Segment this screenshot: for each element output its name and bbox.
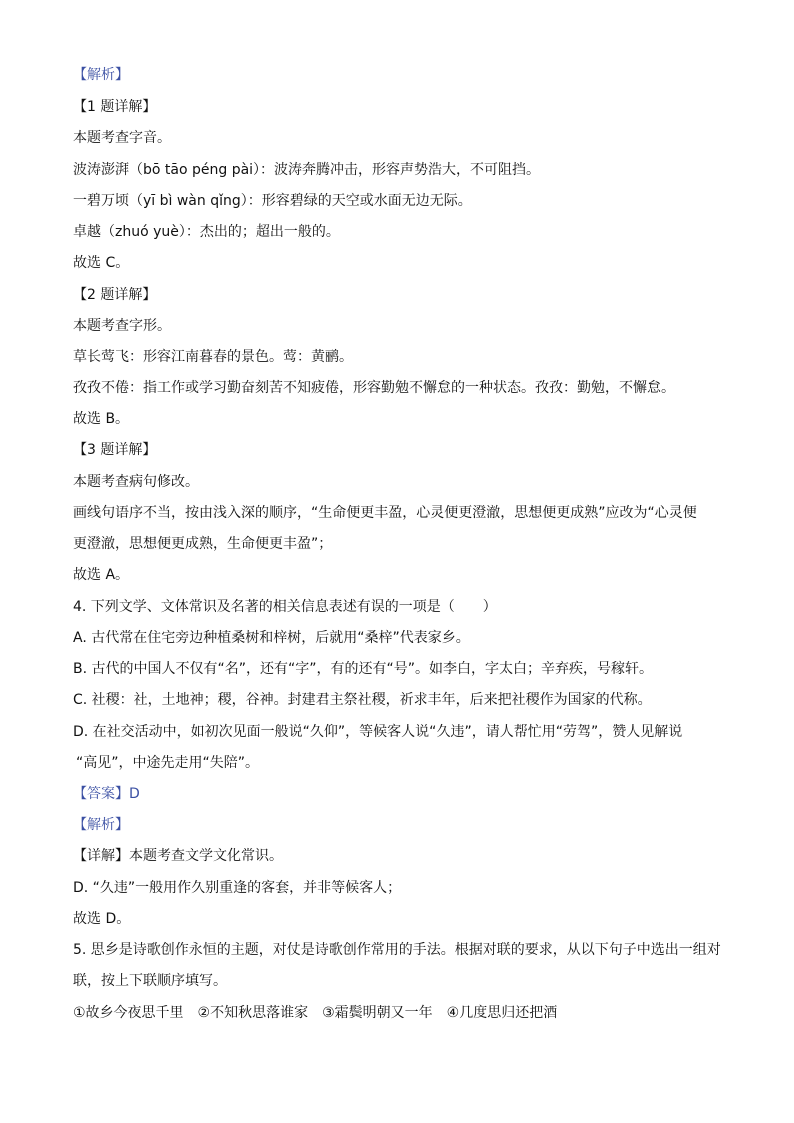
q2-detail-heading: 【2 题详解】 — [73, 287, 157, 303]
option-b: B. 古代的中国人不仅有“名”，还有“字”，有的还有“号”。如李白，字太白；辛弃疾，号稼轩。 — [73, 661, 654, 677]
text-line: 故选 B。 — [73, 411, 130, 427]
text-line: 一碧万顷（yī bì wàn qǐng）：形容碧绿的天空或水面无边无际。 — [73, 193, 472, 209]
text-line: 本题考查病句修改。 — [73, 474, 199, 490]
text-line: 更澄澈，思想便更成熟，生命便更丰盈”； — [73, 536, 333, 552]
answer-line: 【答案】D — [73, 786, 140, 802]
detail-line: 【详解】本题考查文学文化常识。 — [73, 848, 283, 864]
question-5: 5. 思乡是诗歌创作永恒的主题，对仗是诗歌创作常用的手法。根据对联的要求，从以下句子中选出一组对 — [73, 942, 721, 958]
text-line: 本题考查字形。 — [73, 318, 171, 334]
question-4: 4. 下列文学、文体常识及名著的相关信息表述有误的一项是（ ） — [73, 599, 497, 615]
text-line: 本题考查字音。 — [73, 130, 171, 146]
text-line: 波涛澎湃（bō tāo péng pài）：波涛奔腾冲击，形容声势浩大，不可阻挡。 — [73, 162, 541, 178]
text-line: D. “久违”一般用作久别重逢的客套，并非等候客人； — [73, 880, 402, 896]
analysis-heading: 【解析】 — [73, 67, 129, 83]
q3-detail-heading: 【3 题详解】 — [73, 442, 157, 458]
text-line: 草长莺飞：形容江南暮春的景色。莺：黄鹂。 — [73, 349, 353, 365]
option-c: C. 社稷：社，土地神；稷，谷神。封建君主祭社稷，祈求丰年，后来把社稷作为国家的代称。 — [73, 692, 652, 708]
text-line: 故选 C。 — [73, 255, 130, 271]
text-line: 画线句语序不当，按由浅入深的顺序，“生命便更丰盈，心灵便更澄澈，思想便更成熟”应改为“心灵便 — [73, 505, 697, 521]
q1-detail-heading: 【1 题详解】 — [73, 99, 157, 115]
question-5-continued: 联，按上下联顺序填写。 — [73, 973, 227, 989]
text-line: 卓越（zhuó yuè）：杰出的；超出一般的。 — [73, 224, 340, 240]
analysis-heading: 【解析】 — [73, 817, 129, 833]
option-d-continued: “高见”，中途先走用“失陪”。 — [76, 755, 260, 771]
couplet-options: ①故乡今夜思千里 ②不知秋思落谁家 ③霜鬓明朝又一年 ④几度思归还把酒 — [73, 1005, 558, 1021]
text-line: 故选 D。 — [73, 911, 131, 927]
text-line: 故选 A。 — [73, 567, 130, 583]
text-line: 孜孜不倦：指工作或学习勤奋刻苦不知疲倦，形容勤勉不懈怠的一种状态。孜孜：勤勉，不懈怠。 — [73, 380, 675, 396]
option-a: A. 古代常在住宅旁边种植桑树和梓树，后就用“桑梓”代表家乡。 — [73, 630, 470, 646]
option-d: D. 在社交活动中，如初次见面一般说“久仰”，等候客人说“久违”，请人帮忙用“劳驾”，赞人见解说 — [73, 724, 683, 740]
